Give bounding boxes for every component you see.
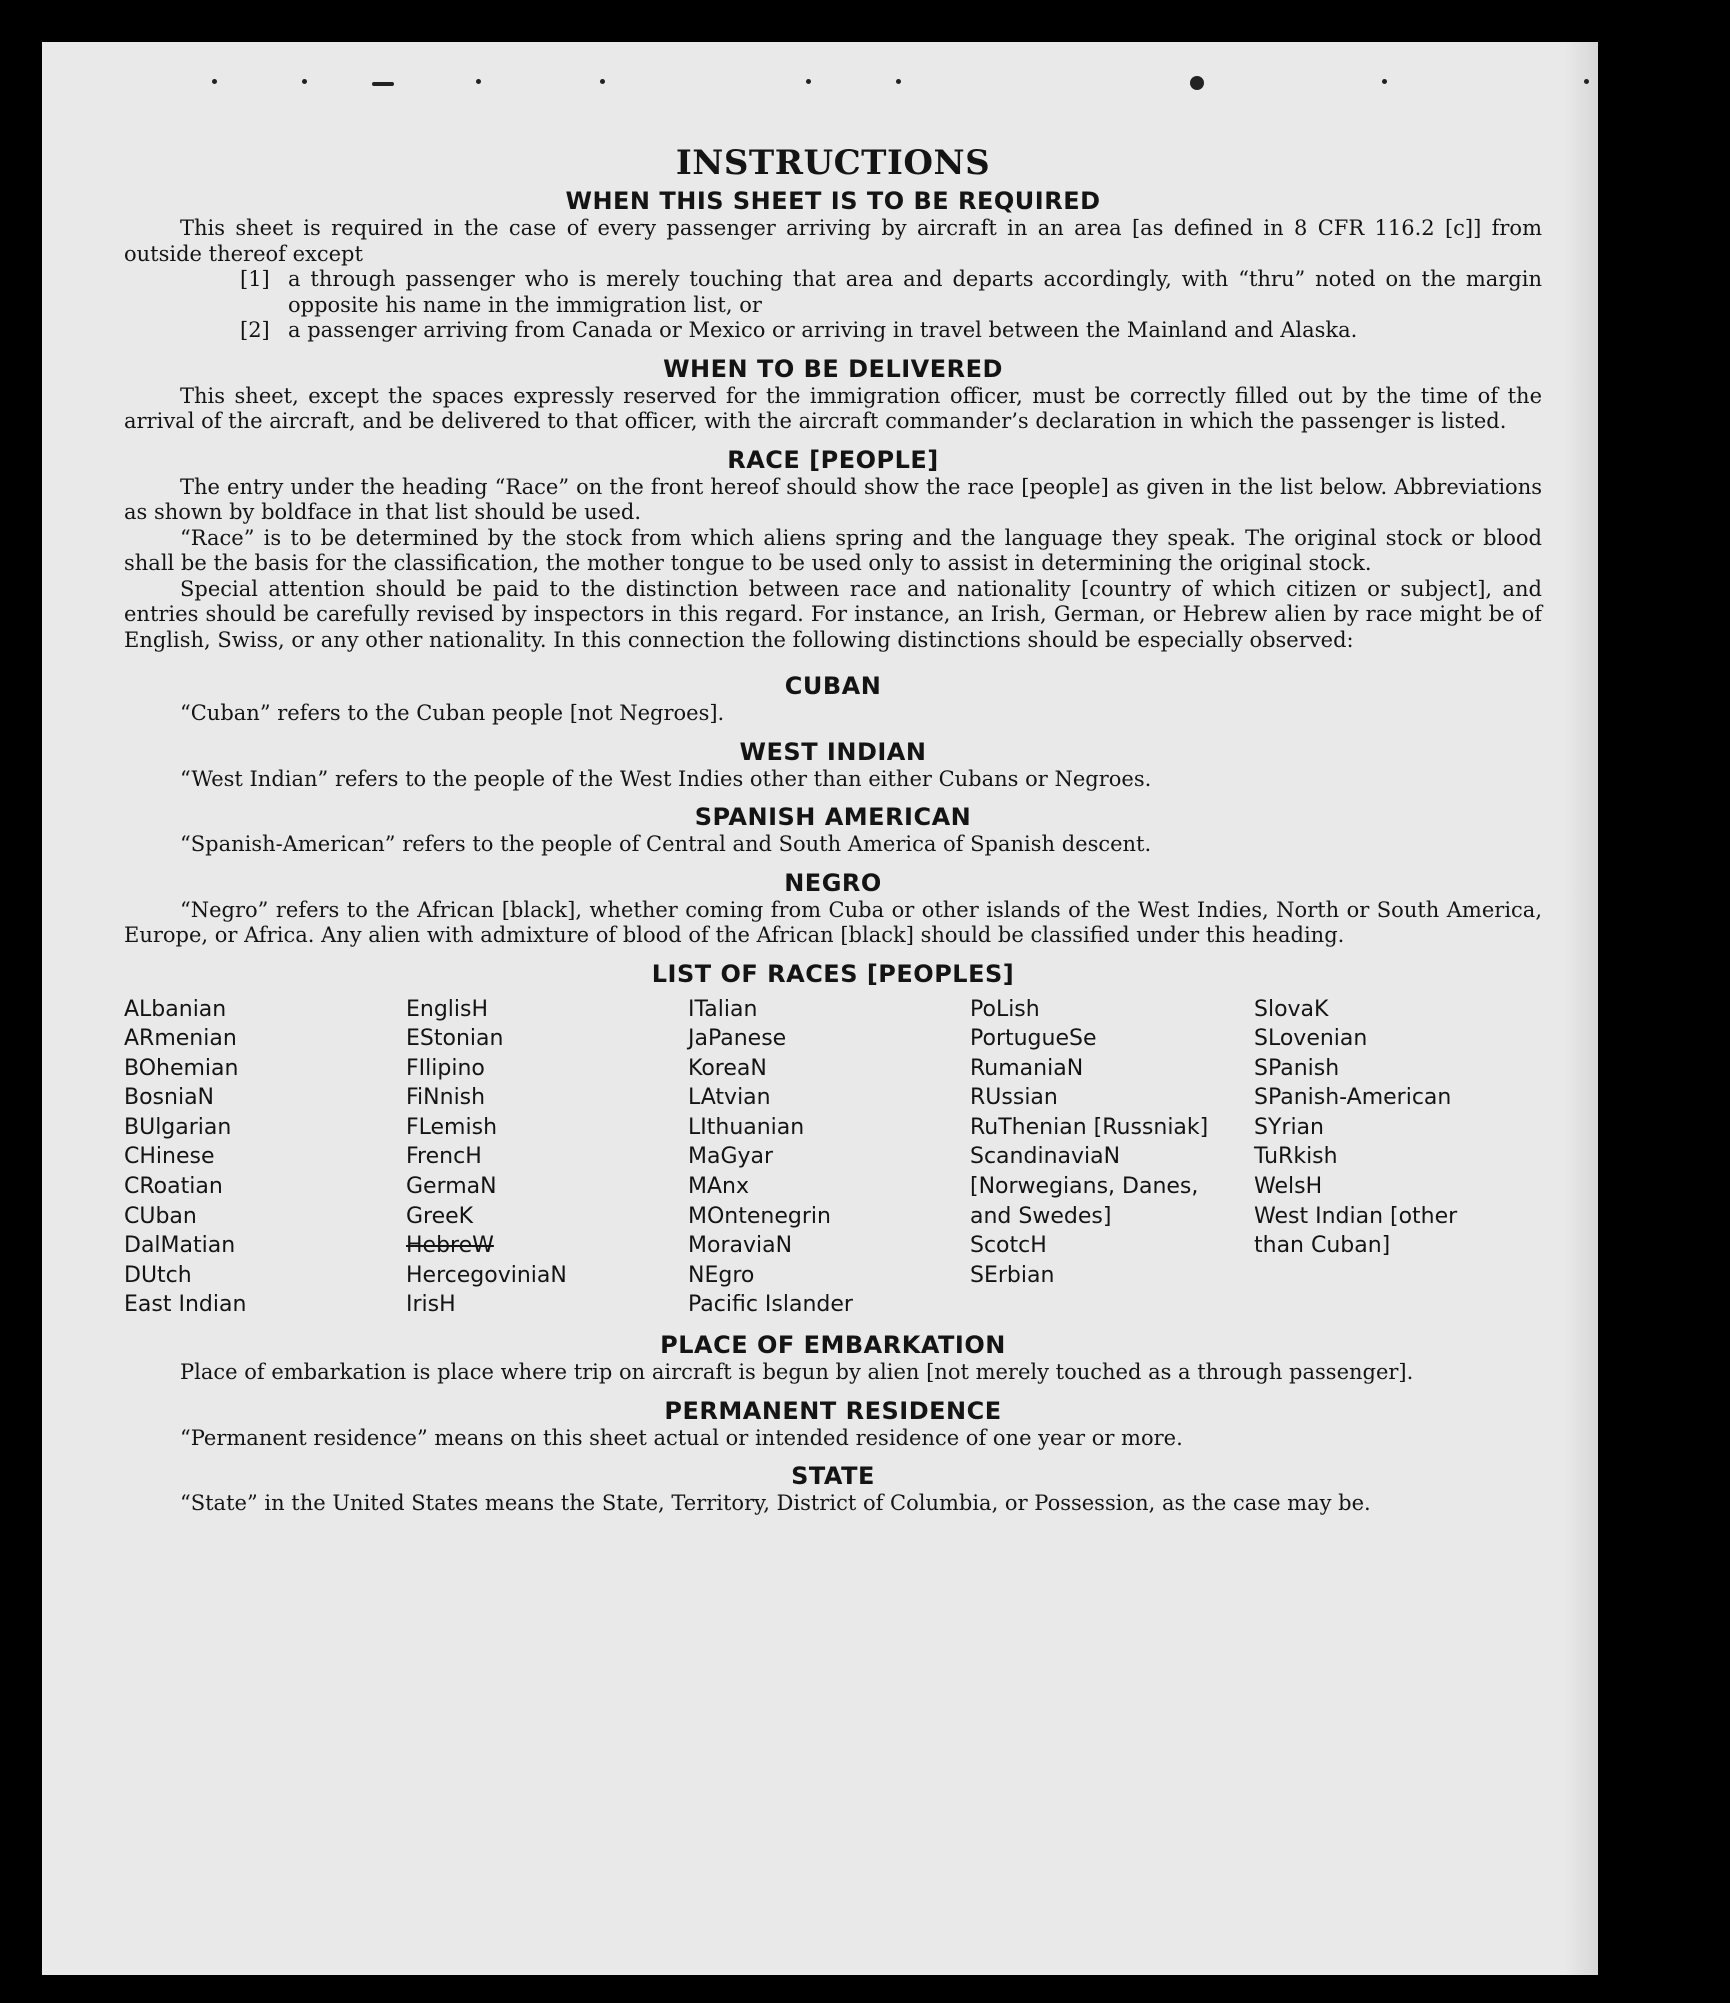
page-title: INSTRUCTIONS — [675, 143, 991, 183]
race-entry: PortugueSe — [970, 1026, 1097, 1052]
race-entry: CRoatian — [124, 1174, 223, 1200]
race-entry: West Indian [other than Cuban] — [1254, 1203, 1458, 1259]
race-entry: MOntenegrin — [688, 1203, 831, 1229]
race-entry: BosniaN — [124, 1085, 215, 1111]
race-entry: ALbanian — [124, 996, 227, 1022]
heading-embarkation: PLACE OF EMBARKATION — [660, 1331, 1006, 1360]
exception-text: a through passenger who is merely touching that area and departs accordingly, with “thru” noted on the margin opposite his name in the immigration list, or — [288, 267, 1542, 317]
race-entry: LAtvian — [688, 1085, 771, 1111]
race-entry: KoreaN — [688, 1055, 767, 1081]
race-entry: LIthuanian — [688, 1114, 805, 1140]
race-entry: CUban — [124, 1203, 197, 1229]
punch-mark — [476, 79, 481, 84]
heading-race: RACE [PEOPLE] — [727, 445, 939, 474]
race-paragraph: The entry under the heading “Race” on the front hereof should show the race [people] as given in the list below. Abbreviations as shown by boldface in that list should be used. — [124, 474, 1542, 524]
exception-item — [124, 318, 1542, 344]
race-entry: SlovaK — [1254, 996, 1329, 1022]
race-entry: FIlipino — [406, 1055, 485, 1081]
race-entry: EStonian — [406, 1026, 504, 1052]
race-entry: PoLish — [970, 996, 1040, 1022]
heading-when-delivered: WHEN TO BE DELIVERED — [663, 354, 1003, 383]
races-list — [124, 995, 1542, 1321]
race-paragraph: “Race” is to be determined by the stock from which aliens spring and the language they speak. The original stock or blood shall be the basis for the classification, the mother tongue to be used only to assist in determining the original stock. — [124, 525, 1542, 575]
residence-text: “Permanent residence” means on this sheet actual or intended residence of one year or more. — [180, 1425, 1183, 1450]
race-entry: SYrian — [1254, 1114, 1324, 1140]
heading-when-required: WHEN THIS SHEET IS TO BE REQUIRED — [565, 187, 1101, 215]
exception-item — [124, 267, 1542, 318]
race-entry: ScotcH — [970, 1233, 1047, 1259]
race-entry: FLemish — [406, 1114, 498, 1140]
race-entry: SPanish — [1254, 1055, 1340, 1081]
race-entry: RumaniaN — [970, 1055, 1084, 1081]
race-entry: SPanish-American — [1254, 1085, 1452, 1111]
when-delivered-text: This sheet, except the spaces expressly reserved for the immigration officer, must be correctly filled out by the time of the arrival of the aircraft, and be delivered to that officer, with the aircraft commander’s declaration in which the passenger is listed. — [124, 383, 1542, 433]
punch-mark — [1190, 76, 1204, 90]
race-entry: BUlgarian — [124, 1114, 232, 1140]
races-column — [124, 995, 406, 1321]
race-entry: DUtch — [124, 1262, 192, 1288]
race-entry: GreeK — [406, 1203, 474, 1229]
race-entry: ARmenian — [124, 1026, 237, 1052]
exception-text: a passenger arriving from Canada or Mexico or arriving in travel between the Mainland and Alaska. — [288, 318, 1358, 342]
race-entry: SErbian — [970, 1262, 1055, 1288]
race-entry: FiNnish — [406, 1085, 486, 1111]
races-column — [406, 995, 688, 1321]
heading-state: STATE — [791, 1462, 875, 1491]
heading-permanent-residence: PERMANENT RESIDENCE — [664, 1396, 1002, 1425]
race-entry: MoraviaN — [688, 1233, 793, 1259]
race-entry: SLovenian — [1254, 1026, 1368, 1052]
punch-mark — [212, 79, 217, 84]
race-entry: East Indian — [124, 1292, 247, 1318]
race-entry: CHinese — [124, 1144, 215, 1170]
race-entry: ITalian — [688, 996, 758, 1022]
race-entry: GermaN — [406, 1174, 497, 1200]
document-sheet — [42, 42, 1598, 1975]
races-column — [688, 995, 970, 1321]
punch-mark — [600, 79, 605, 84]
punch-mark — [302, 79, 307, 84]
punch-mark — [372, 82, 394, 86]
race-entry: BOhemian — [124, 1055, 239, 1081]
punch-mark — [1382, 79, 1387, 84]
race-entry: RUssian — [970, 1085, 1058, 1111]
state-text: “State” in the United States means the State, Territory, District of Columbia, or Possession, as the case may be. — [180, 1491, 1371, 1516]
race-entry: TuRkish — [1254, 1144, 1338, 1170]
cuban-text: “Cuban” refers to the Cuban people [not Negroes]. — [180, 701, 725, 725]
race-entry: ScandinaviaN [Norwegians, Danes, and Swedes] — [970, 1144, 1199, 1229]
race-entry: IrisH — [406, 1292, 456, 1318]
heading-negro: NEGRO — [784, 868, 882, 897]
punch-mark — [1584, 79, 1589, 84]
negro-text: “Negro” refers to the African [black], whether coming from Cuba or other islands of the West Indies, North or South America, Europe, or Africa. Any alien with admixture of blood of the African [black] should be classified under this heading. — [124, 897, 1542, 947]
races-column — [1254, 995, 1542, 1321]
race-entry: EnglisH — [406, 996, 489, 1022]
race-entry: WelsH — [1254, 1174, 1323, 1200]
heading-west-indian: WEST INDIAN — [739, 737, 927, 766]
heading-list-of-races: LIST OF RACES [PEOPLES] — [651, 959, 1015, 988]
race-entry: FrencH — [406, 1144, 482, 1170]
heading-spanish-american: SPANISH AMERICAN — [694, 803, 972, 831]
west-indian-text: “West Indian” refers to the people of the West Indies other than either Cubans or Negroes. — [180, 766, 1152, 791]
race-entry: MAnx — [688, 1174, 749, 1200]
page-edge-shadow — [1564, 42, 1598, 1975]
race-entry: JaPanese — [688, 1026, 787, 1052]
when-required-intro: This sheet is required in the case of every passenger arriving by aircraft in an area [as defined in 8 CFR 116.2 [c]] from outside thereof except — [124, 216, 1542, 266]
race-entry: RuThenian [Russniak] — [970, 1114, 1209, 1140]
race-entry: Pacific Islander — [688, 1292, 853, 1318]
races-column — [970, 995, 1254, 1321]
race-entry: HercegoviniaN — [406, 1262, 567, 1288]
punch-mark — [896, 79, 901, 84]
race-entry: NEgro — [688, 1262, 755, 1288]
instructions-content — [124, 140, 1542, 1517]
race-paragraph: Special attention should be paid to the distinction between race and nationality [country of which citizen or subject], and entries should be carefully revised by inspectors in this regard. For instance, an Irish, German, or Hebrew alien by race might be of English, Swiss, or any other nationality. In this connection the following distinctions should be especially observed: — [124, 576, 1542, 652]
race-entry: MaGyar — [688, 1144, 774, 1170]
punch-mark — [806, 79, 811, 84]
race-entry: DalMatian — [124, 1233, 236, 1259]
race-entry-struck: HebreW — [406, 1233, 494, 1259]
exception-number: [1] — [240, 267, 270, 291]
embarkation-text: Place of embarkation is place where trip on aircraft is begun by alien [not merely touched as a through passenger]. — [180, 1360, 1414, 1385]
spanish-american-text: “Spanish-American” refers to the people of Central and South America of Spanish descent. — [180, 832, 1152, 856]
heading-cuban: CUBAN — [784, 672, 882, 700]
exception-number: [2] — [240, 318, 270, 342]
